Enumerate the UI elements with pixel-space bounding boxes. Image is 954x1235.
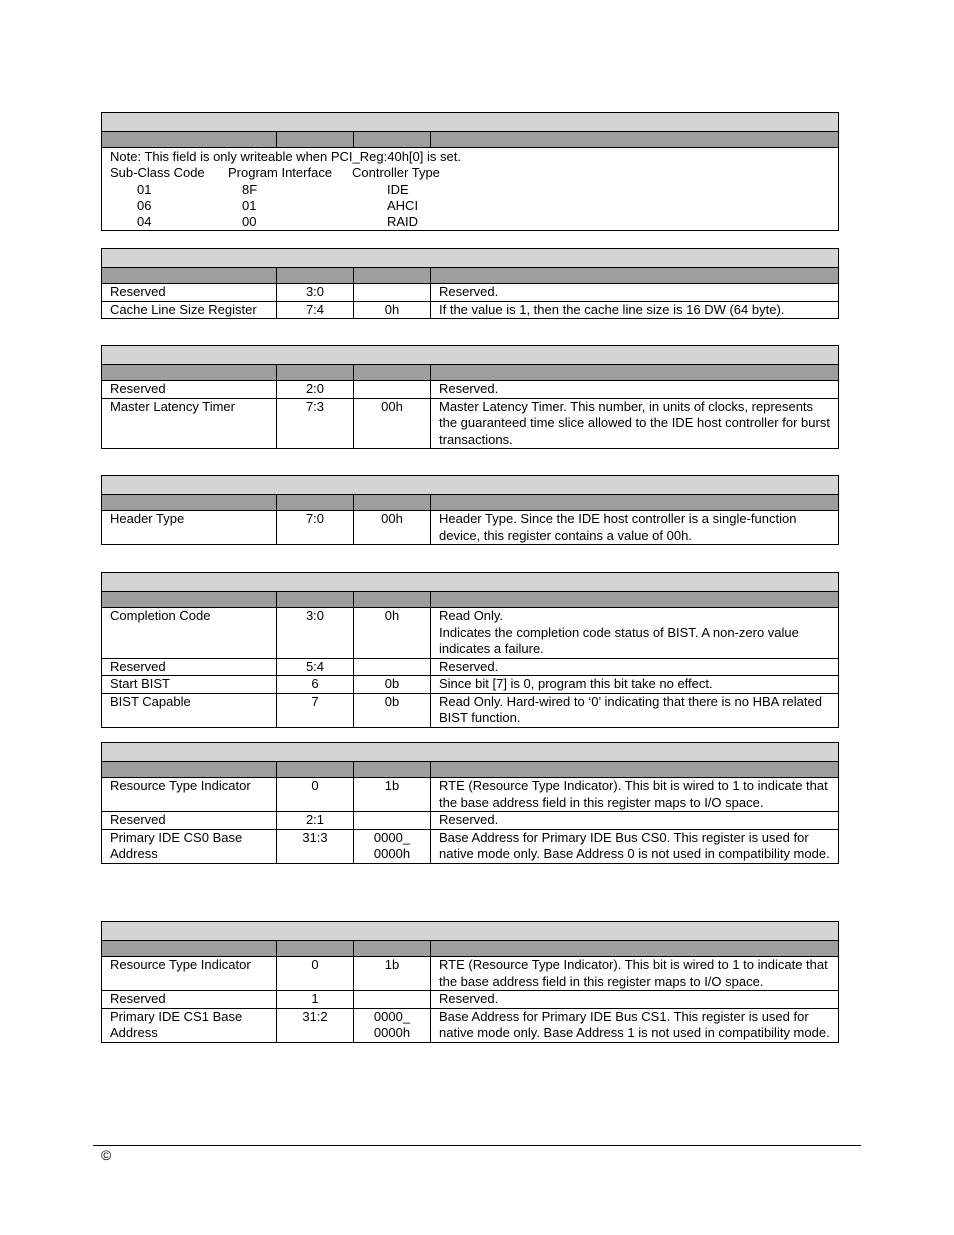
table-header-row <box>102 495 839 511</box>
table-row <box>102 957 839 991</box>
field-default: 1b <box>354 957 431 991</box>
field-bits: 31:3 <box>277 829 354 863</box>
table-header-row <box>102 365 839 381</box>
field-bits: 0 <box>277 778 354 812</box>
table-row <box>102 608 839 659</box>
program-interface: 8F <box>242 181 258 197</box>
controller-type: AHCI <box>387 197 419 213</box>
subclass-row <box>110 214 830 230</box>
table-row <box>102 381 839 399</box>
field-bits: 1 <box>277 991 354 1009</box>
table-title-bar <box>102 573 839 592</box>
table-row <box>102 148 839 231</box>
field-bits: 3:0 <box>277 284 354 302</box>
field-default <box>354 284 431 302</box>
subclass-code: 01 <box>137 181 152 197</box>
field-default: 1b <box>354 778 431 812</box>
subclass-columns <box>110 165 830 181</box>
field-default: 00h <box>354 398 431 449</box>
table-row <box>102 829 839 863</box>
field-name: Completion Code <box>102 608 277 659</box>
footer-divider <box>93 1145 861 1146</box>
field-description: Reserved. <box>431 658 839 676</box>
table-row <box>102 991 839 1009</box>
subclass-code-table <box>101 112 839 231</box>
table-header-row <box>102 592 839 608</box>
field-default: 0b <box>354 676 431 694</box>
header-type-table <box>101 475 839 545</box>
note-text: Note: This field is only writeable when PCI_Reg:40h[0] is set. <box>110 149 461 164</box>
table-title-bar <box>102 743 839 762</box>
col-controller-type: Controller Type <box>352 165 440 181</box>
field-description: Read Only. Indicates the completion code status of BIST. A non-zero value indicates a failure. <box>431 608 839 659</box>
field-description: Master Latency Timer. This number, in units of clocks, represents the guaranteed time slice allowed to the IDE host controller for burst transactions. <box>431 398 839 449</box>
field-default <box>354 658 431 676</box>
table-row <box>102 1008 839 1042</box>
table-row <box>102 511 839 545</box>
field-default <box>354 381 431 399</box>
field-bits: 7:3 <box>277 398 354 449</box>
table-title-bar <box>102 113 839 132</box>
field-default <box>354 991 431 1009</box>
primary-cs1-base-table <box>101 921 839 1043</box>
copyright-symbol: © <box>101 1147 112 1163</box>
field-description: Reserved. <box>431 284 839 302</box>
field-description: If the value is 1, then the cache line size is 16 DW (64 byte). <box>431 301 839 319</box>
table-row <box>102 778 839 812</box>
field-description: Header Type. Since the IDE host controller is a single-function device, this register contains a value of 00h. <box>431 511 839 545</box>
field-name: Header Type <box>102 511 277 545</box>
field-default: 0000_ 0000h <box>354 1008 431 1042</box>
field-name: Cache Line Size Register <box>102 301 277 319</box>
field-description: Reserved. <box>431 381 839 399</box>
field-name: Start BIST <box>102 676 277 694</box>
col-program-interface: Program Interface <box>228 165 333 181</box>
table-row <box>102 676 839 694</box>
field-bits: 2:0 <box>277 381 354 399</box>
field-description: Since bit [7] is 0, program this bit take no effect. <box>431 676 839 694</box>
table-row <box>102 658 839 676</box>
table-row <box>102 812 839 830</box>
program-interface: 01 <box>242 197 257 213</box>
subclass-code: 06 <box>137 197 152 213</box>
table-row <box>102 284 839 302</box>
field-name: Primary IDE CS0 Base Address <box>102 829 277 863</box>
field-name: Resource Type Indicator <box>102 957 277 991</box>
table-header-row <box>102 762 839 778</box>
field-default <box>354 812 431 830</box>
field-bits: 0 <box>277 957 354 991</box>
table-row <box>102 693 839 727</box>
field-default: 0h <box>354 608 431 659</box>
field-description: Reserved. <box>431 991 839 1009</box>
field-name: Resource Type Indicator <box>102 778 277 812</box>
field-default: 0000_ 0000h <box>354 829 431 863</box>
field-name: Reserved <box>102 812 277 830</box>
table-row <box>102 398 839 449</box>
field-bits: 5:4 <box>277 658 354 676</box>
subclass-row <box>110 198 830 214</box>
field-bits: 6 <box>277 676 354 694</box>
table-header-row <box>102 132 839 148</box>
field-default: 0h <box>354 301 431 319</box>
field-description: Base Address for Primary IDE Bus CS1. This register is used for native mode only. Base Address 1 is not used in compatibility mode. <box>431 1008 839 1042</box>
latency-timer-table <box>101 345 839 449</box>
table-title-bar <box>102 346 839 365</box>
field-name: Master Latency Timer <box>102 398 277 449</box>
table-row <box>102 301 839 319</box>
subclass-row <box>110 182 830 198</box>
field-name: Reserved <box>102 381 277 399</box>
col-subclass-code: Sub-Class Code <box>110 165 205 181</box>
field-default: 0b <box>354 693 431 727</box>
field-bits: 7:0 <box>277 511 354 545</box>
field-name: Primary IDE CS1 Base Address <box>102 1008 277 1042</box>
field-bits: 31:2 <box>277 1008 354 1042</box>
program-interface: 00 <box>242 214 257 230</box>
table-title-bar <box>102 476 839 495</box>
primary-cs0-base-table <box>101 742 839 864</box>
field-description: Reserved. <box>431 812 839 830</box>
field-description: Base Address for Primary IDE Bus CS0. This register is used for native mode only. Base Address 0 is not used in compatibility mode. <box>431 829 839 863</box>
field-bits: 3:0 <box>277 608 354 659</box>
table-title-bar <box>102 249 839 268</box>
field-name: BIST Capable <box>102 693 277 727</box>
controller-type: IDE <box>387 181 409 197</box>
subclass-code: 04 <box>137 214 152 230</box>
table-header-row <box>102 941 839 957</box>
field-bits: 2:1 <box>277 812 354 830</box>
field-name: Reserved <box>102 284 277 302</box>
field-bits: 7:4 <box>277 301 354 319</box>
cache-line-size-table <box>101 248 839 319</box>
table-header-row <box>102 268 839 284</box>
field-name: Reserved <box>102 658 277 676</box>
field-description: Read Only. Hard-wired to ‘0’ indicating that there is no HBA related BIST function. <box>431 693 839 727</box>
field-name: Reserved <box>102 991 277 1009</box>
field-description: RTE (Resource Type Indicator). This bit is wired to 1 to indicate that the base address field in this register maps to I/O space. <box>431 778 839 812</box>
field-description: RTE (Resource Type Indicator). This bit is wired to 1 to indicate that the base address field in this register maps to I/O space. <box>431 957 839 991</box>
table-title-bar <box>102 922 839 941</box>
bist-table <box>101 572 839 728</box>
field-bits: 7 <box>277 693 354 727</box>
controller-type: RAID <box>387 214 419 230</box>
field-default: 00h <box>354 511 431 545</box>
